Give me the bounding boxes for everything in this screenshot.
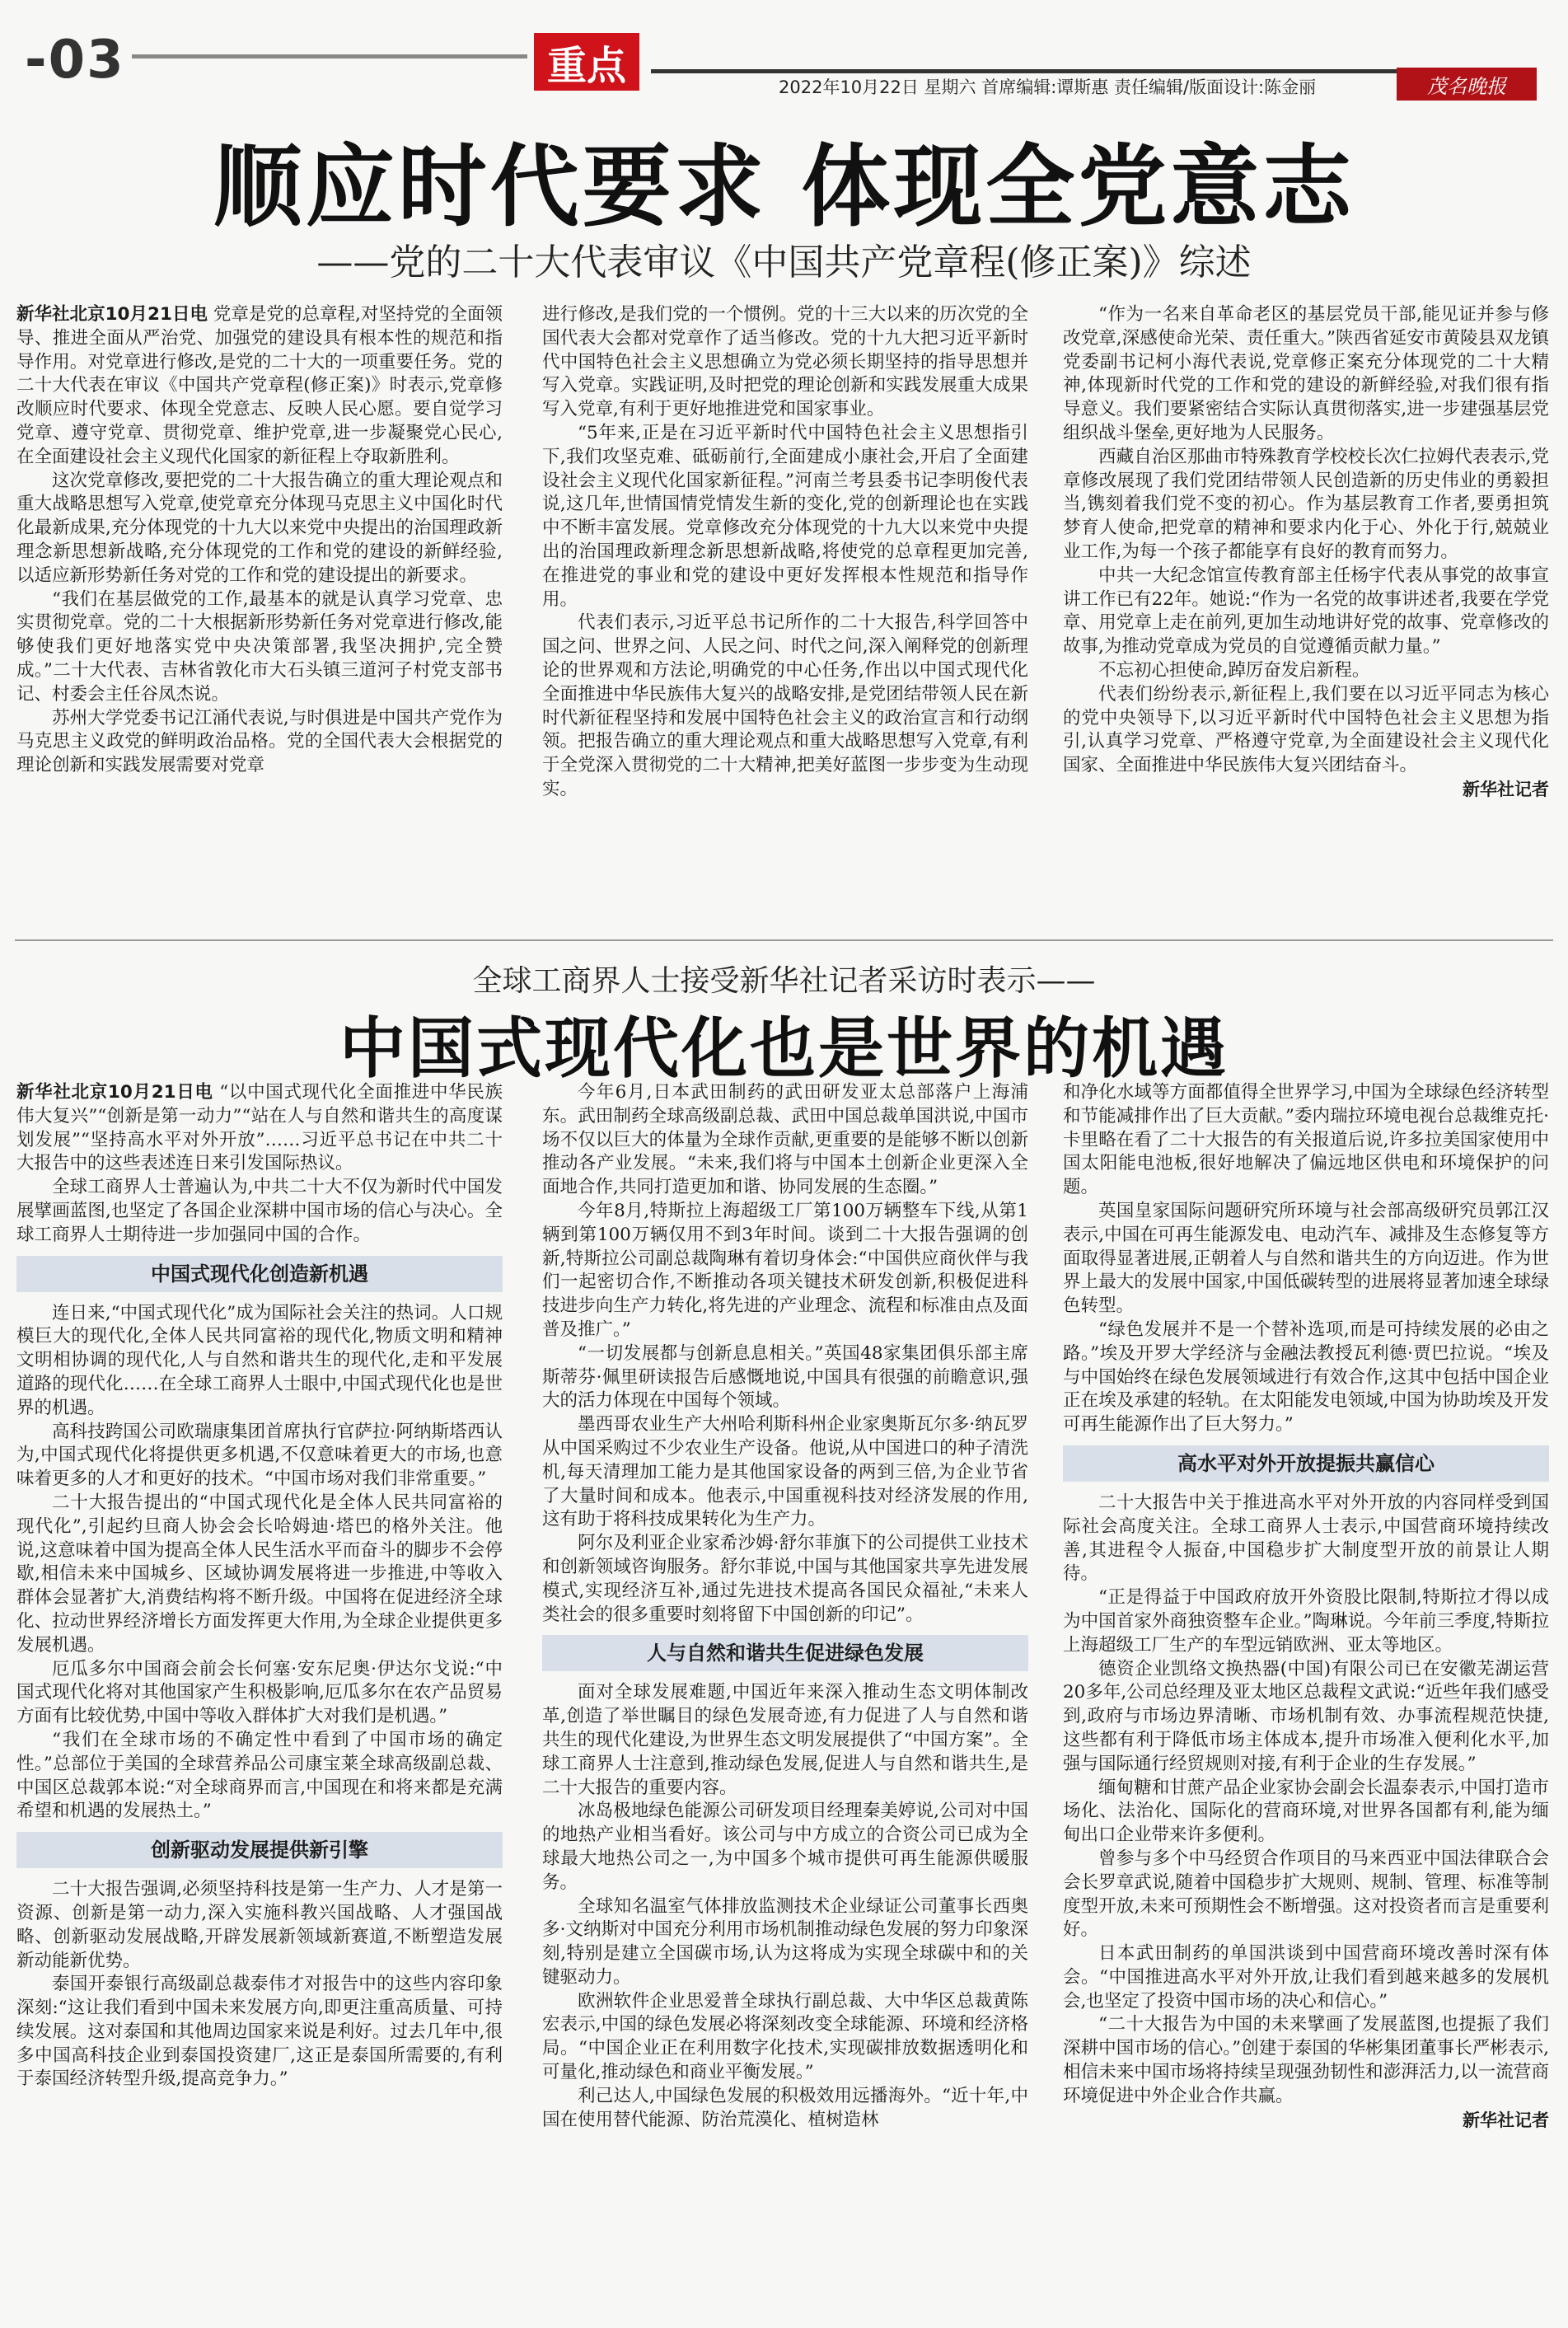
article1-title: 顺应时代要求 体现全党意志 [213,135,1355,239]
article1-paragraph: 这次党章修改,要把党的二十大报告确立的重大理论观点和重大战略思想写入党章,使党章充分体现马克思主义中国化时代化最新成果,充分体现党的十九大以来党中央提出的治国理政新理念新思想新战略,充分体现党的工作和党的建设的新鲜经验,以适应新形势新任务对党的工作和党的建设提出的新要求。 [16,470,503,586]
article2-paragraph: 欧洲软件企业思爱普全球执行副总裁、大中华区总裁黄陈宏表示,中国的绿色发展必将深刻改变全球能源、环境和经济格局。“中国企业正在利用数字化技术,实现碳排放数据透明化和可量化,推动绿色和商业平衡发展。” [542,1990,1028,2083]
article1-dateline: 新华社北京10月21日电 [16,304,208,325]
article2-title: 中国式现代化也是世界的机遇 [339,1010,1229,1087]
section-heading: 人与自然和谐共生促进绿色发展 [542,1635,1028,1671]
article2-paragraph: 利己达人,中国绿色发展的积极效用远播海外。“近十年,中国在使用替代能源、防治荒漠化、植树造林 [542,2085,1028,2130]
article2-paragraph: 连日来,“中国式现代化”成为国际社会关注的热词。人口规模巨大的现代化,全体人民共同富裕的现代化,物质文明和精神文明相协调的现代化,人与自然和谐共生的现代化,走和平发展道路的现代化……在全球工商界人士眼中,中国式现代化也是世界的机遇。 [16,1302,503,1418]
article2-paragraph: “我们在全球市场的不确定性中看到了中国市场的确定性。”总部位于美国的全球营养品公司康宝莱全球高级副总裁、中国区总裁郭本说:“对全球商界而言,中国现在和将来都是充满希望和机遇的发展热土。” [16,1729,503,1822]
article2-paragraph: 缅甸糖和甘蔗产品企业家协会副会长温泰表示,中国打造市场化、法治化、国际化的营商环境,对世界各国都有利,能为缅甸出口企业带来许多便利。 [1063,1777,1549,1846]
article2-paragraph: 德资企业凯络文换热器(中国)有限公司已在安徽芜湖运营20多年,公司总经理及亚太地区总裁程文武说:“近些年我们感受到,政府与市场边界清晰、市场机制有效、办事流程规范快捷,这些都有利于降低市场主体成本,提升市场准入便利化水平,加强与国际通行经贸规则对接,有利于企业的生存发展。” [1063,1658,1549,1774]
article2-dateline: 新华社北京10月21日电 [16,1082,213,1103]
article2-paragraph: 今年8月,特斯拉上海超级工厂第100万辆整车下线,从第1辆到第100万辆仅用不到3年时间。谈到二十大报告强调的创新,特斯拉公司副总裁陶琳有着切身体会:“中国供应商伙伴与我们一起密切合作,不断推动各项关键技术研发创新,积极促进科技进步向生产力转化,将先进的产业理念、流程和标准由点及面普及推广。” [542,1200,1028,1340]
article1-paragraph: “作为一名来自革命老区的基层党员干部,能见证并参与修改党章,深感使命光荣、责任重大。”陕西省延安市黄陵县双龙镇党委副书记柯小海代表说,党章修正案充分体现党的二十大精神,体现新时代党的工作和党的建设的新鲜经验,对我们很有指导意义。我们要紧密结合实际认真贯彻落实,进一步建强基层党组织战斗堡垒,更好地为人民服务。 [1063,304,1549,443]
article1-column-1 [16,303,503,930]
article2-paragraph: “一切发展都与创新息息相关。”英国48家集团俱乐部主席斯蒂芬·佩里研读报告后感慨地说,中国具有很强的前瞻意识,强大的活力体现在中国每个领域。 [542,1342,1028,1412]
article2-column-1 [16,1081,503,2317]
article2-paragraph: 全球知名温室气体排放监测技术企业绿证公司董事长西奥多·文纳斯对中国充分利用市场机制推动绿色发展的努力印象深刻,特别是建立全国碳市场,认为这将成为实现全球碳中和的关键驱动力。 [542,1895,1028,1988]
article1-paragraph: 进行修改,是我们党的一个惯例。党的十三大以来的历次党的全国代表大会都对党章作了适当修改。党的十九大把习近平新时代中国特色社会主义思想确立为党必须长期坚持的指导思想并写入党章。实践证明,及时把党的理论创新和实践发展重大成果写入党章,有利于更好地推进党和国家事业。 [542,304,1028,420]
article2-paragraph: 今年6月,日本武田制药的武田研发亚太总部落户上海浦东。武田制药全球高级副总裁、武田中国总裁单国洪说,中国市场不仅以巨大的体量为全球作贡献,更重要的是能够不断以创新推动各产业发展。“未来,我们将与中国本土创新企业更深入全面地合作,共同打造更加和谐、协同发展的生态圈。” [542,1082,1028,1198]
header-rule [132,54,527,59]
article1-subtitle: ——党的二十大代表审议《中国共产党章程(修正案)》综述 [316,241,1252,283]
article1-paragraph: “5年来,正是在习近平新时代中国特色社会主义思想指引下,我们攻坚克难、砥砺前行,全面建成小康社会,开启了全面建设社会主义现代化国家新征程。”河南兰考县委书记李明俊代表说,这几年,世情国情党情发生新的变化,党的创新理论也在实践中不断丰富发展。党章修改充分体现党的十九大以来党中央提出的治国理政新理念新思想新战略,将使党的总章程更加完善,在推进党的事业和党的建设中更好发挥根本性规范和指导作用。 [542,422,1028,610]
issue-meta: 2022年10月22日 星期六 首席编辑:谭斯惠 责任编辑/版面设计:陈金丽 [779,77,1317,97]
article1-paragraph: 不忘初心担使命,踔厉奋发启新程。 [1098,659,1370,681]
article2-signature: 新华社记者 [1463,2110,1549,2130]
article2-paragraph: “正是得益于中国政府放开外资股比限制,特斯拉才得以成为中国首家外商独资整车企业。”陶琳说。今年前三季度,特斯拉上海超级工厂生产的车型远销欧洲、亚太等地区。 [1063,1587,1549,1656]
article1-column-2 [542,303,1028,930]
article2-column-3 [1063,1081,1549,2317]
article1-paragraph: “我们在基层做党的工作,最基本的就是认真学习党章、忠实贯彻党章。党的二十大根据新形势新任务对党章进行修改,能够使我们更好地落实党中央决策部署,我坚决拥护,完全赞成。”二十大代表、吉林省敦化市大石头镇三道河子村党支部书记、村委会主任谷凤杰说。 [16,588,503,705]
article1-signature: 新华社记者 [1463,779,1549,799]
article2-paragraph: 全球工商界人士普遍认为,中共二十大不仅为新时代中国发展擘画蓝图,也坚定了各国企业深耕中国市场的信心与决心。全球工商界人士期待进一步加强同中国的合作。 [16,1177,503,1245]
article2-paragraph: 墨西哥农业生产大州哈利斯科州企业家奥斯瓦尔多·纳瓦罗从中国采购过不少农业生产设备。他说,从中国进口的种子清洗机,每天清理加工能力是其他国家设备的两到三倍,为企业节省了大量时间和成本。他表示,中国重视科技对经济发展的作用,这有助于将科技成果转化为生产力。 [542,1414,1028,1530]
article2-paragraph: 阿尔及利亚企业家希沙姆·舒尔菲旗下的公司提供工业技术和创新领域咨询服务。舒尔菲说,中国与其他国家共享先进发展模式,实现经济互补,通过先进技术提高各国民众福祉,“未来人类社会的很多重要时刻将留下中国创新的印记”。 [542,1533,1028,1625]
article1-paragraph: 代表们纷纷表示,新征程上,我们要在以习近平同志为核心的党中央领导下,以习近平新时代中国特色社会主义思想为指引,认真学习党章、严格遵守党章,为全面建设社会主义现代化国家、全面推进中华民族伟大复兴团结奋斗。 [1063,683,1549,776]
article2-paragraph: 面对全球发展难题,中国近年来深入推动生态文明体制改革,创造了举世瞩目的绿色发展奇迹,有力促进了人与自然和谐共生的现代化建设,为世界生态文明发展提供了“中国方案”。全球工商界人士注意到,推动绿色发展,促进人与自然和谐共生,是二十大报告的重要内容。 [542,1682,1028,1798]
article2-column-2 [542,1081,1028,2317]
article2-paragraph: “绿色发展并不是一个替补选项,而是可持续发展的必由之路。”埃及开罗大学经济与金融法教授瓦利德·贾巴拉说。“埃及与中国始终在绿色发展领域进行有效合作,这其中包括中国企业正在埃及承建的轻轨。在太阳能发电领域,中国为协助埃及开发可再生能源作出了巨大努力。” [1063,1319,1549,1436]
article-divider [15,939,1553,941]
section-tag: 重点 [534,33,639,91]
article2-paragraph: 厄瓜多尔中国商会前会长何塞·安东尼奥·伊达尔戈说:“中国式现代化将对其他国家产生积极影响,厄瓜多尔在农产品贸易方面有比较优势,中国中等收入群体扩大对我们是机遇。” [16,1658,503,1727]
article2-paragraph: 二十大报告中关于推进高水平对外开放的内容同样受到国际社会高度关注。全球工商界人士表示,中国营商环境持续改善,其进程令人振奋,中国稳步扩大制度型开放的前景让人期待。 [1063,1492,1549,1585]
article2-paragraph: 曾参与多个中马经贸合作项目的马来西亚中国法律联合会会长罗章武说,随着中国稳步扩大规则、规制、管理、标准等制度型开放,未来可预期性会不断增强。这对投资者而言是重要利好。 [1063,1848,1549,1941]
section-heading: 高水平对外开放提振共赢信心 [1063,1445,1549,1482]
article2-paragraph: 泰国开泰银行高级副总裁泰伟才对报告中的这些内容印象深刻:“这让我们看到中国未来发展方向,即更注重高质量、可持续发展。这对泰国和其他周边国家来说是利好。过去几年中,很多中国高科技企业到泰国投资建厂,这正是泰国所需要的,有利于泰国经济转型升级,提高竞争力。” [16,1974,503,2090]
newspaper-logo: 茂名晚报 [1397,68,1537,101]
article2-paragraph: 日本武田制药的单国洪谈到中国营商环境改善时深有体会。“中国推进高水平对外开放,让我们看到越来越多的发展机会,也坚定了投资中国市场的决心和信心。” [1063,1943,1549,2012]
article2-paragraph: “二十大报告为中国的未来擘画了发展蓝图,也提振了我们深耕中国市场的信心。”创建于泰国的华彬集团董事长严彬表示,相信未来中国市场将持续呈现强劲韧性和澎湃活力,以一流营商环境促进中外企业合作共赢。 [1063,2014,1549,2106]
article2-paragraph: 和净化水域等方面都值得全世界学习,中国为全球绿色经济转型和节能减排作出了巨大贡献。”委内瑞拉环境电视台总裁维克托·卡里略在看了二十大报告的有关报道后说,许多拉美国家使用中国太阳能电池板,很好地解决了偏远地区供电和环境保护的问题。 [1063,1082,1549,1198]
article1-paragraph: 中共一大纪念馆宣传教育部主任杨宇代表从事党的故事宣讲工作已有22年。她说:“作为一名党的故事讲述者,我要在学党章、用党章上走在前列,更加生动地讲好党的故事、党章修改的故事,为推动党章成为党员的自觉遵循贡献力量。” [1063,564,1549,658]
page-number: -03 [25,30,125,91]
article1-paragraph: 苏州大学党委书记江涌代表说,与时俱进是中国共产党作为马克思主义政党的鲜明政治品格。党的全国代表大会根据党的理论创新和实践发展需要对党章 [16,707,503,776]
article2-paragraph: 高科技跨国公司欧瑞康集团首席执行官萨拉·阿纳斯塔西认为,中国式现代化将提供更多机遇,不仅意味着更大的市场,也意味着更多的人才和更好的技术。“中国市场对我们非常重要。” [16,1421,503,1490]
article1-column-3 [1063,303,1549,930]
article1-paragraph: 新华社北京10月21日电 党章是党的总章程,对坚持党的全面领导、推进全面从严治党、加强党的建设具有根本性的规范和指导作用。对党章进行修改,是党的二十大的一项重要任务。党的二十大代表在审议《中国共产党章程(修正案)》时表示,党章修改顺应时代要求、体现全党意志、反映人民心愿。要自觉学习党章、遵守党章、贯彻党章、维护党章,进一步凝聚党心民心,在全面建设社会主义现代化国家的新征程上夺取新胜利。 [16,304,503,467]
article2-paragraph: 二十大报告强调,必须坚持科技是第一生产力、人才是第一资源、创新是第一动力,深入实施科教兴国战略、人才强国战略、创新驱动发展战略,开辟发展新领域新赛道,不断塑造发展新动能新优势。 [16,1879,503,1971]
article2-paragraph: 冰岛极地绿色能源公司研发项目经理秦美婷说,公司对中国的地热产业相当看好。该公司与中方成立的合资公司已成为全球最大地热公司之一,为中国多个城市提供可再生能源供暖服务。 [542,1801,1028,1893]
article2-paragraph: 英国皇家国际问题研究所环境与社会部高级研究员郭江汉表示,中国在可再生能源发电、电动汽车、减排及生态修复等方面取得显著进展,正朝着人与自然和谐共生的方向迈进。作为世界上最大的发展中国家,中国低碳转型的进展将显著加速全球绿色转型。 [1063,1200,1549,1317]
section-heading: 中国式现代化创造新机遇 [16,1256,503,1292]
section-heading: 创新驱动发展提供新引擎 [16,1832,503,1868]
article2-paragraph: 新华社北京10月21日电 “以中国式现代化全面推进中华民族伟大复兴”“创新是第一动力”“站在人与自然和谐共生的高度谋划发展”“坚持高水平对外开放”……习近平总书记在中共二十大报告中的这些表述连日来引发国际热议。 [16,1082,503,1174]
article2-paragraph: 二十大报告提出的“中国式现代化是全体人民共同富裕的现代化”,引起约旦商人协会会长哈姆迪·塔巴的格外关注。他说,这意味着中国为提高全体人民生活水平而奋斗的脚步不会停歇,相信未来中国城乡、区域协调发展将进一步推进,中等收入群体会显著扩大,消费结构将不断升级。中国将在促进经济全球化、拉动世界经济增长方面发挥更大作用,为全球企业提供更多发展机遇。 [16,1492,503,1656]
article1-paragraph: 代表们表示,习近平总书记所作的二十大报告,科学回答中国之问、世界之问、人民之问、时代之问,深入阐释党的创新理论的世界观和方法论,明确党的中心任务,作出以中国式现代化全面推进中华民族伟大复兴的战略安排,是党团结带领人民在新时代新征程坚持和发展中国特色社会主义的政治宣言和行动纲领。把报告确立的重大理论观点和重大战略思想写入党章,有利于全党深入贯彻党的二十大精神,把美好蓝图一步步变为生动现实。 [542,612,1028,799]
article2-kicker: 全球工商界人士接受新华社记者采访时表示—— [472,964,1096,998]
article1-paragraph: 西藏自治区那曲市特殊教育学校校长次仁拉姆代表表示,党章修改展现了我们党团结带领人民创造新的历史伟业的勇毅担当,镌刻着我们党不变的初心。作为基层教育工作者,要勇担筑梦育人使命,把党章的精神和要求内化于心、外化于行,兢兢业业工作,为每一个孩子都能享有良好的教育而努力。 [1063,446,1549,562]
